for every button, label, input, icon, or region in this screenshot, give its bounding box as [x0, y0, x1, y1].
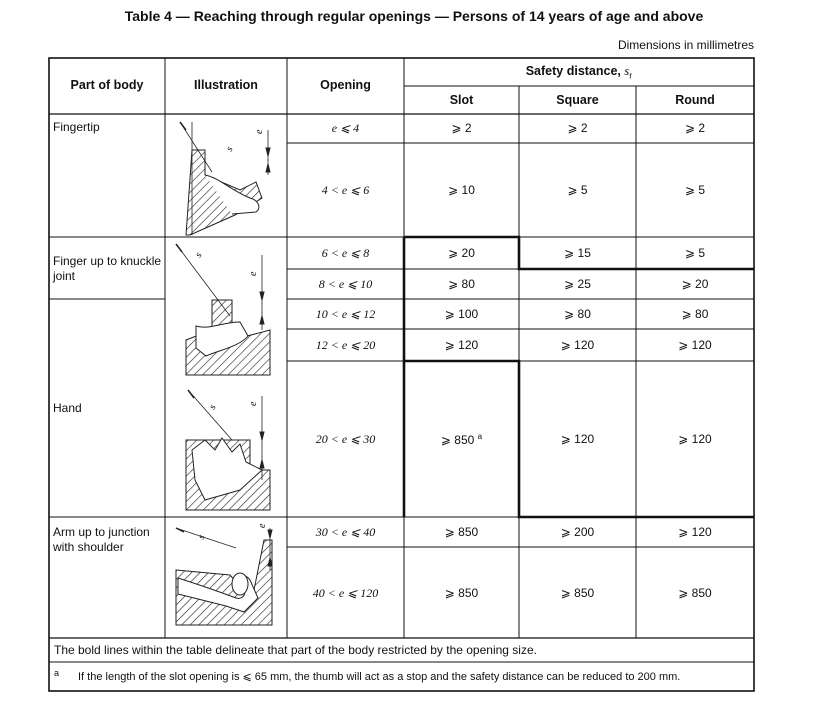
sr-label-2: s — [193, 250, 205, 260]
square-cell: ⩾ 80 — [564, 307, 591, 321]
square-cell: ⩾ 15 — [564, 246, 591, 260]
round-cell: ⩾ 2 — [684, 121, 706, 135]
finger-hand-illustration — [176, 244, 270, 375]
sr-label-1: s — [224, 144, 236, 154]
opening-cell: 4 < e ⩽ 6 — [321, 183, 370, 197]
slot-cell: ⩾ 20 — [448, 246, 475, 260]
opening-cell: 30 < e ⩽ 40 — [315, 525, 376, 539]
opening-cell: 6 < e ⩽ 8 — [321, 246, 370, 260]
header-illustration: Illustration — [194, 78, 258, 92]
units-note: Dimensions in millimetres — [617, 38, 754, 52]
slot-value: ⩾ 850 — [440, 433, 475, 447]
square-cell: ⩾ 2 — [567, 121, 588, 135]
opening-cell: 10 < e ⩽ 12 — [315, 307, 376, 321]
e-label-4: e — [257, 523, 268, 528]
e-label-2: e — [248, 271, 259, 276]
square-cell: ⩾ 120 — [560, 432, 595, 446]
slot-cell: ⩾ 850 — [444, 525, 479, 539]
opening-cell: 12 < e ⩽ 20 — [315, 338, 376, 352]
header-safety-distance — [404, 64, 754, 81]
header-safety-label: Safety distance, — [525, 64, 621, 78]
header-opening: Opening — [320, 78, 371, 92]
opening-cell: 8 < e ⩽ 10 — [318, 277, 373, 291]
opening-cell: e ⩽ 4 — [331, 121, 360, 135]
header-square: Square — [556, 93, 599, 107]
round-cell: ⩾ 20 — [681, 277, 709, 291]
e-label-3: e — [248, 401, 259, 406]
footer-note: The bold lines within the table delineate that part of the body restricted by the opening size. — [54, 643, 537, 657]
square-cell: ⩾ 200 — [560, 525, 595, 539]
round-cell: ⩾ 5 — [684, 183, 706, 197]
sr-label-3: s — [207, 402, 219, 412]
slot-cell: ⩾ 850 — [444, 586, 479, 600]
sr-label-4: s — [196, 532, 208, 542]
opening-cell: 20 < e ⩽ 30 — [315, 432, 376, 446]
header-part-of-body: Part of body — [70, 78, 144, 92]
header-safety-symbol: s — [624, 64, 630, 78]
round-cell: ⩾ 850 — [678, 586, 712, 600]
slot-cell — [404, 432, 519, 447]
header-safety-sub: r — [629, 70, 633, 81]
footnote-text: If the length of the slot opening is ⩽ 65 mm, the thumb will act as a stop and the safety distance can be reduced to 200 mm. — [78, 671, 681, 683]
header-round: Round — [675, 93, 715, 107]
e-label-1: e — [254, 129, 265, 134]
square-cell: ⩾ 120 — [560, 338, 595, 352]
opening-cell: 40 < e ⩽ 120 — [312, 586, 379, 600]
hand-illustration — [186, 390, 270, 510]
body-part-hand: Hand — [53, 401, 82, 415]
round-cell: ⩾ 120 — [678, 338, 712, 352]
round-cell: ⩾ 120 — [678, 525, 712, 539]
round-cell: ⩾ 120 — [678, 432, 712, 446]
slot-cell: ⩾ 80 — [448, 277, 475, 291]
fingertip-illustration — [180, 122, 270, 235]
square-cell: ⩾ 25 — [564, 277, 591, 291]
slot-cell: ⩾ 10 — [448, 183, 475, 197]
arm-illustration — [176, 528, 272, 625]
table-title: Table 4 — Reaching through regular openings — Persons of 14 years of age and above — [124, 8, 704, 24]
square-cell: ⩾ 5 — [567, 183, 588, 197]
square-cell: ⩾ 850 — [560, 586, 595, 600]
footnote-ref: a — [477, 432, 483, 441]
slot-cell: ⩾ 2 — [451, 121, 472, 135]
round-cell: ⩾ 5 — [684, 246, 706, 260]
round-cell: ⩾ 80 — [681, 307, 709, 321]
slot-cell: ⩾ 100 — [444, 307, 479, 321]
body-part-arm: Arm up to junction with shoulder — [53, 525, 150, 554]
body-part-finger: Finger up to knuckle joint — [53, 254, 162, 283]
body-part-fingertip: Fingertip — [53, 120, 100, 134]
slot-cell: ⩾ 120 — [444, 338, 479, 352]
footnote-marker: a — [54, 668, 60, 678]
header-slot: Slot — [449, 93, 474, 107]
